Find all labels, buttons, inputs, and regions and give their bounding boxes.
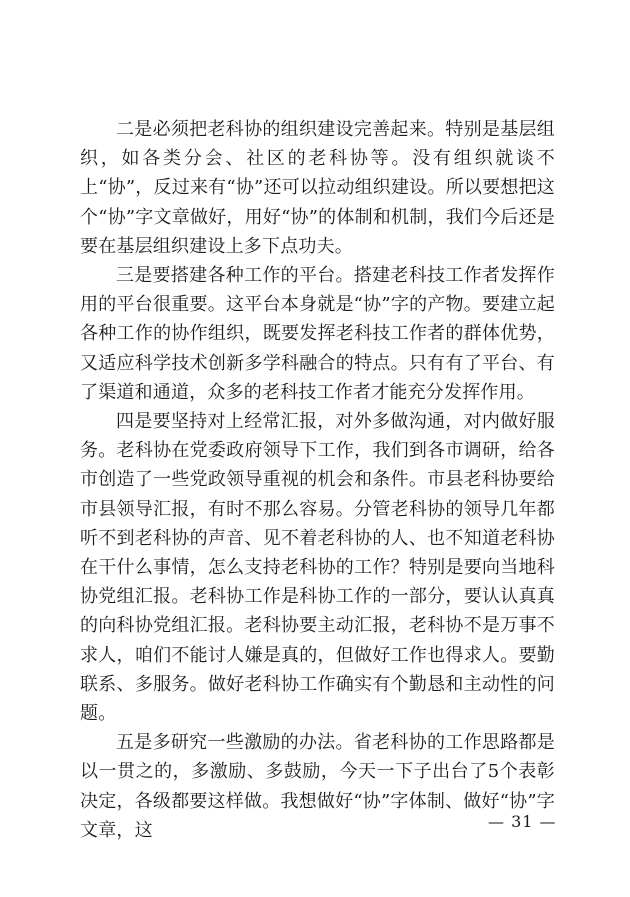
paragraph-incentives: 五是多研究一些激励的办法。省老科协的工作思路都是以一贯之的，多激励、多鼓励，今天一下子出台了5个表彰决定，各级都要这样做。我想做好“协”字体制、做好“协”字文章，这	[80, 732, 555, 841]
paragraph-reporting: 四是要坚持对上经常汇报，对外多做沟通，对内做好服务。老科协在党委政府领导下工作，我们到各市调研，给各市创造了一些党政领导重视的机会和条件。市县老科协要给市县领导汇报，有时不那么容易。分管老科协的领导几年都听不到老科协的声音、见不着老科协的人、也不知道老科协在干什么事情，怎么支持老科协的工作？特别是要向当地科协党组汇报。老科协工作是科协工作的一部分，要认认真真的向科协党组汇报。老科协要主动汇报，老科协不是万事不求人，咱们不能讨人嫌是真的，但做好工作也得求人。要勤联系、多服务。做好老科协工作确实有个勤恳和主动性的问题。	[80, 411, 555, 725]
paragraph-platform: 三是要搭建各种工作的平台。搭建老科技工作者发挥作用的平台很重要。这平台本身就是“协”字的产物。要建立起各种工作的协作组织，既要发挥老科技工作者的群体优势，又适应科学技术创新多学科融合的特点。只有有了平台、有了渠道和通道，众多的老科技工作者才能充分发挥作用。	[80, 265, 555, 403]
page-number: — 31 —	[488, 812, 557, 831]
page-body	[80, 115, 555, 845]
paragraph-organization: 二是必须把老科协的组织建设完善起来。特别是基层组织，如各类分会、社区的老科协等。没有组织就谈不上“协”，反过来有“协”还可以拉动组织建设。所以要想把这个“协”字文章做好，用好“协”的体制和机制，我们今后还是要在基层组织建设上多下点功夫。	[80, 119, 555, 257]
